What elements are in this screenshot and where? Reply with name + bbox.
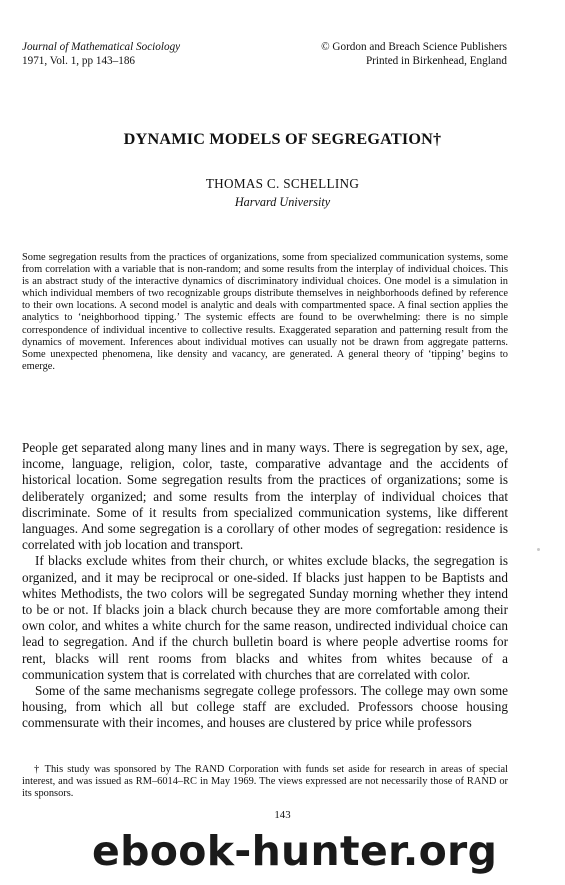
footnote: † This study was sponsored by The RAND Corporation with funds set aside for research in areas of special interest, and was issued as RM–6014–RC in May 1969. The views expressed are not necessarily those of RAND or its sponsors. xyxy=(22,764,508,800)
body-text xyxy=(22,440,508,732)
body-paragraph: If blacks exclude whites from their church, or whites exclude blacks, the segregation is organized, and it may be reciprocal or one-sided. If blacks just happen to be Baptists and whites Methodists, the two colors will be segregated Sunday morning whether they intend to be or not. If blacks join a black church because they are more comfortable among their own color, and whites a white church for the same reason, undirected individual choice can lead to segregation. And if the church bulletin board is where people advertise rooms for rent, blacks will rent rooms from blacks and whites from whites because of a communication system that is correlated with churches that are correlated with color. xyxy=(22,553,508,682)
body-paragraph: Some of the same mechanisms segregate college professors. The college may own some housing, from which all but college staff are excluded. Professors choose housing commensurate with their incomes, and houses are clustered by price while professors xyxy=(22,683,508,731)
author-name: THOMAS C. SCHELLING xyxy=(205,176,360,191)
author-affiliation: Harvard University xyxy=(234,195,331,209)
page-number: 143 xyxy=(274,809,291,821)
journal-citation: 1971, Vol. 1, pp 143–186 xyxy=(22,54,136,67)
publisher-header xyxy=(321,41,507,68)
copyright-notice: © Gordon and Breach Science Publishers xyxy=(321,41,507,53)
watermark-text: ebook-hunter.org xyxy=(92,827,498,875)
scan-speck xyxy=(537,548,540,551)
body-paragraph: People get separated along many lines and in many ways. There is segregation by sex, age, income, language, religion, color, taste, comparative advantage and the accidents of historical location. Some segregation results from the practices of organizations; some is deliberately organized; and some results from the interplay of individual choices that discriminate. Some of it results from specialized communication systems, like different languages. And some segregation is a corollary of other modes of segregation: residence is correlated with job location and transport. xyxy=(22,440,508,553)
print-location: Printed in Birkenhead, England xyxy=(365,54,507,67)
journal-name: Journal of Mathematical Sociology xyxy=(22,41,181,53)
journal-header xyxy=(22,41,180,68)
abstract: Some segregation results from the practices of organizations, some from specialized communication systems, some from correlation with a variable that is non-random; and some results from the interplay of individual choices. This is an abstract study of the interactive dynamics of discriminatory individual choices. One model is a simulation in which individual members of two recognizable groups distribute themselves in neighborhoods defined by reference to their own locations. A second model is analytic and deals with compartmented space. A final section applies the analytics to ‘neighborhood tipping.’ The systemic effects are found to be overwhelming: there is no simple correspondence of individual incentive to collective results. Exaggerated separation and patterning result from the dynamics of movement. Inferences about individual motives can usually not be drawn from aggregate patterns. Some unexpected phenomena, like density and vacancy, are generated. A general theory of ‘tipping’ begins to emerge. xyxy=(22,252,508,372)
article-title: DYNAMIC MODELS OF SEGREGATION† xyxy=(123,130,442,148)
